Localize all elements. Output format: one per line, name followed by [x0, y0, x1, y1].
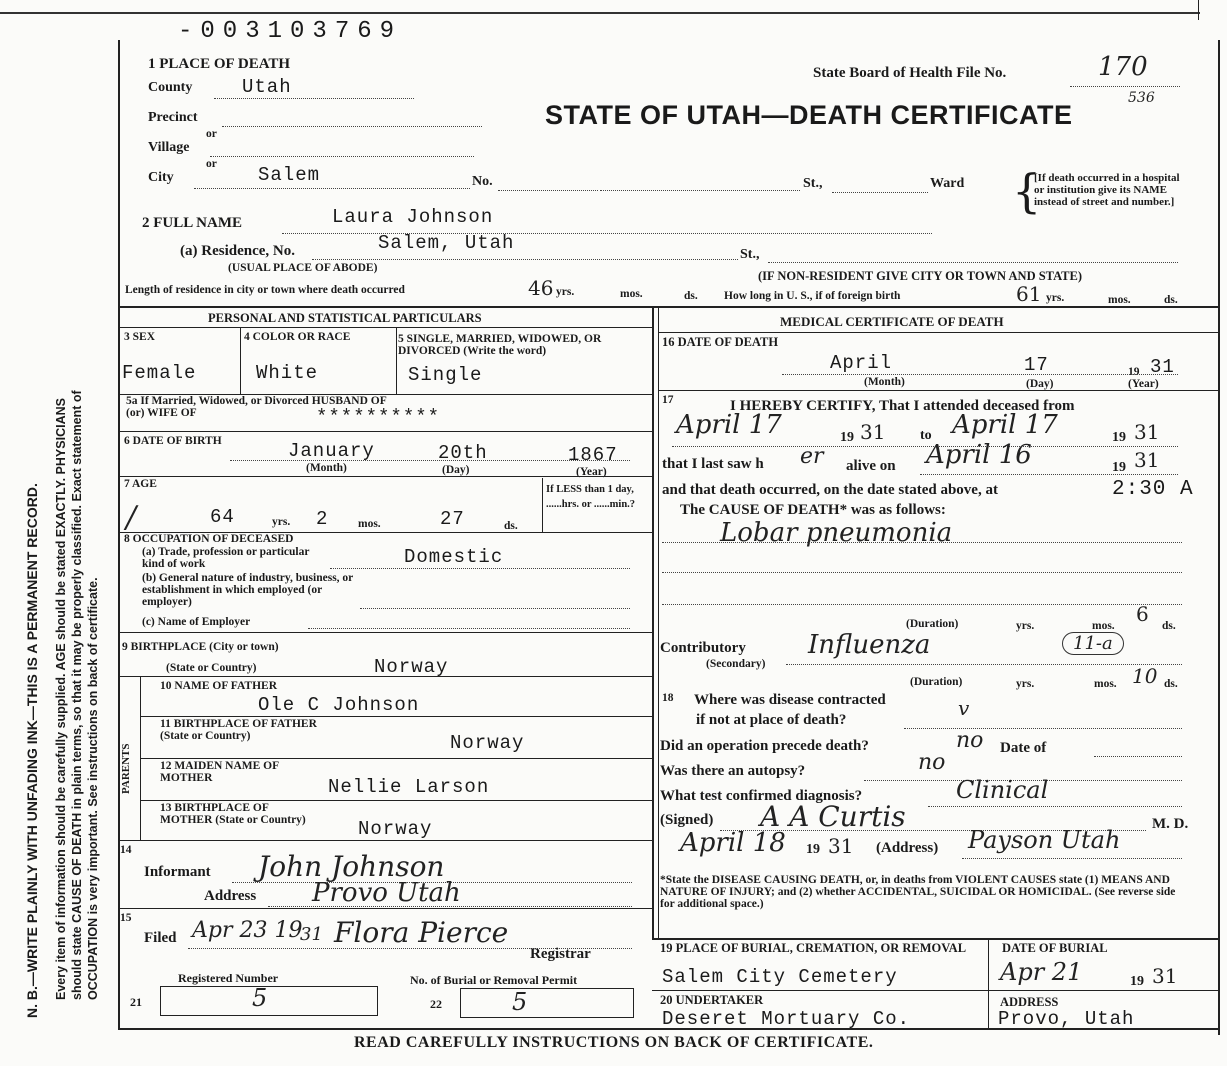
test-label: What test confirmed diagnosis? — [660, 788, 863, 804]
village-label: Village — [148, 140, 190, 155]
burial-top-rule — [652, 938, 1218, 940]
length-residence-label: Length of residence in city or town where death occurred — [125, 284, 405, 296]
form-left-border — [118, 40, 120, 1030]
registered-number-value: 5 — [252, 984, 268, 1012]
alive-on-line — [920, 474, 1178, 475]
nonresident-note: (IF NON-RESIDENT GIVE CITY OR TOWN AND STATE) — [758, 269, 1083, 283]
age-years: 64 — [210, 506, 235, 528]
where-contracted-label: Where was disease contracted — [694, 692, 886, 708]
color-label: 4 COLOR OR RACE — [244, 331, 351, 343]
filed-number: 15 — [120, 912, 132, 924]
burial-year-prefix: 19 — [1130, 974, 1144, 989]
contributory-value: Influenza — [808, 630, 931, 660]
burial-place-label: 19 PLACE OF BURIAL, CREMATION, OR REMOVAL — [660, 941, 967, 955]
page-edge — [1198, 0, 1199, 20]
or-label-1: or — [206, 128, 217, 140]
alive-on-year: 31 — [1134, 448, 1160, 472]
marital-value: Single — [408, 364, 483, 386]
alive-on-prefix: 19 — [1112, 460, 1126, 475]
city-line — [194, 188, 470, 189]
ward-label: Ward — [930, 176, 965, 191]
length-ds-label: ds. — [684, 290, 698, 302]
precinct-label: Precinct — [148, 110, 198, 125]
mother-name-value: Nellie Larson — [328, 776, 490, 798]
to-label: to — [920, 428, 932, 443]
side-note-line3: should state CAUSE OF DEATH in plain terms, so that it may be properly classified. Exact statement of — [70, 390, 84, 1000]
residence-st-label: St., — [740, 247, 760, 262]
age-yrs-label: yrs. — [272, 516, 291, 528]
death-date-label: 16 DATE OF DEATH — [662, 335, 779, 349]
undertaker-address-value: Provo, Utah — [998, 1008, 1135, 1030]
attended-from-prefix: 19 — [840, 430, 854, 445]
mother-birthplace-value: Norway — [358, 818, 433, 840]
burial-year: 31 — [1152, 964, 1178, 988]
full-name-value: Laura Johnson — [332, 206, 494, 228]
street-line — [600, 190, 800, 191]
sign-date-prefix: 19 — [806, 842, 820, 857]
burial-divider — [988, 938, 989, 1030]
us-residence-label: How long in U. S., if of foreign birth — [724, 290, 901, 302]
dob-month: January — [288, 440, 375, 462]
occupation-value: Domestic — [404, 546, 504, 568]
undertaker-label: 20 UNDERTAKER — [660, 993, 764, 1007]
operation-date-line — [1094, 756, 1182, 757]
cause-line-3 — [662, 604, 1182, 605]
contrib-duration-months: 10 — [1132, 664, 1158, 688]
mother-birthplace-label: 13 BIRTHPLACE OF MOTHER (State or Country) — [160, 802, 306, 826]
age-ds-label: ds. — [504, 520, 518, 532]
personal-heading-rule — [118, 327, 652, 328]
side-note-line4: OCCUPATION is very important. See instructions on back of certificate. — [86, 577, 100, 1000]
registered-number-box — [160, 986, 378, 1016]
burial-date-label: DATE OF BURIAL — [1002, 941, 1108, 955]
file-number: 170 — [1098, 52, 1148, 82]
residence-value: Salem, Utah — [378, 232, 515, 254]
parents-label: PARENTS — [120, 743, 132, 794]
precinct-line — [222, 126, 482, 127]
residence-label: (a) Residence, No. — [180, 243, 295, 259]
file-subnumber: 536 — [1128, 90, 1155, 106]
color-divider — [396, 327, 397, 394]
industry-line — [360, 608, 630, 609]
top-edge — [0, 12, 1200, 14]
rule-dob — [118, 476, 652, 477]
contrib-mos-label: mos. — [1094, 678, 1117, 690]
registrar-label: Registrar — [530, 946, 591, 962]
birthplace-state-label: (State or Country) — [166, 662, 257, 674]
attended-from: April 17 — [676, 410, 782, 440]
full-name-label: 2 FULL NAME — [142, 215, 243, 231]
attended-from-year: 31 — [860, 420, 886, 444]
cause-yrs-label: yrs. — [1016, 620, 1035, 632]
medical-heading-rule — [658, 332, 1218, 333]
where-contracted-label-2: if not at place of death? — [696, 712, 847, 728]
test-answer: Clinical — [956, 776, 1049, 804]
filed-year: 31 — [300, 924, 323, 945]
certify-text: I HEREBY CERTIFY, That I attended deceased from — [730, 398, 1075, 414]
last-saw-pronoun: er — [800, 444, 824, 469]
occupation-c-label: (c) Name of Employer — [142, 616, 251, 628]
cause-line-2 — [662, 572, 1182, 573]
operation-date-label: Date of — [1000, 740, 1047, 756]
registered-number-box-label: 21 — [130, 995, 142, 1009]
length-yrs-label: yrs. — [556, 286, 575, 298]
mother-name-label: 12 MAIDEN NAME OF MOTHER — [160, 760, 279, 784]
dob-year-caption: (Year) — [576, 466, 607, 478]
marital-label: 5 SINGLE, MARRIED, WIDOWED, OR DIVORCED (Write the word) — [398, 333, 602, 357]
birthplace-value: Norway — [374, 656, 449, 678]
section-divider — [118, 306, 1218, 308]
length-residence-years: 46 — [528, 276, 554, 300]
where-number: 18 — [662, 692, 674, 704]
rule-death-date — [658, 390, 1218, 391]
registrar-signature: Flora Pierce — [334, 916, 509, 949]
dob-month-caption: (Month) — [306, 462, 347, 474]
sign-year: 31 — [828, 834, 854, 858]
burial-permit-value: 5 — [512, 988, 528, 1016]
abode-note: (USUAL PLACE OF ABODE) — [228, 262, 378, 274]
cause-mos-label: mos. — [1092, 620, 1115, 632]
father-birthplace-label: 11 BIRTHPLACE OF FATHER (State or Country) — [160, 718, 317, 742]
city-label: City — [148, 170, 174, 185]
father-name-value: Ole C Johnson — [258, 694, 420, 716]
spouse-label: 5a If Married, Widowed, or Divorced HUSBAND OF (or) WIFE OF — [126, 395, 387, 419]
burial-permit-box-label: 22 — [430, 997, 442, 1011]
filed-date: Apr 23 19 — [192, 918, 303, 943]
occupation-line — [330, 568, 630, 569]
footer-instructions: READ CAREFULLY INSTRUCTIONS ON BACK OF CERTIFICATE. — [354, 1034, 874, 1051]
autopsy-answer: no — [918, 750, 946, 775]
rule-informant — [118, 908, 652, 909]
form-right-border — [1218, 40, 1220, 1035]
rule-occupation — [118, 632, 652, 633]
md-label: M. D. — [1152, 816, 1189, 832]
rule-father-bp — [140, 758, 652, 759]
autopsy-label: Was there an autopsy? — [660, 763, 806, 779]
rule-mother — [140, 800, 652, 801]
ward-line — [832, 192, 928, 193]
secondary-label: (Secondary) — [706, 658, 766, 670]
cause-duration-label: (Duration) — [906, 618, 959, 630]
age-mark: / — [126, 500, 137, 535]
attended-to: April 17 — [952, 410, 1058, 440]
certificate-title: STATE OF UTAH—DEATH CERTIFICATE — [545, 100, 1073, 130]
undertaker-address-label: ADDRESS — [1000, 995, 1059, 1009]
operation-answer: no — [956, 728, 984, 753]
hospital-brace: { — [1012, 164, 1042, 218]
us-residence-years: 61 — [1016, 282, 1042, 306]
contrib-ds-label: ds. — [1164, 678, 1178, 690]
side-note-line1: N. B.—WRITE PLAINLY WITH UNFADING INK—THIS IS A PERMANENT RECORD. — [24, 483, 40, 1018]
file-number-line — [1070, 86, 1180, 87]
birthplace-label: 9 BIRTHPLACE (City or town) — [122, 641, 279, 653]
village-line — [210, 156, 474, 157]
spouse-value: ********** — [316, 406, 441, 428]
physician-address-label: (Address) — [876, 840, 939, 856]
color-value: White — [256, 362, 319, 384]
alive-on-label: alive on — [846, 458, 896, 474]
dob-day-caption: (Day) — [442, 464, 470, 476]
attended-to-prefix: 19 — [1112, 430, 1126, 445]
column-divider-inner — [658, 306, 659, 940]
sign-date: April 18 — [680, 828, 786, 858]
contributory-code: 11-a — [1062, 632, 1124, 655]
father-name-label: 10 NAME OF FATHER — [160, 680, 278, 692]
county-value: Utah — [242, 76, 292, 98]
us-mos-label: mos. — [1108, 294, 1131, 306]
test-line — [928, 806, 1182, 807]
undertaker-value: Deseret Mortuary Co. — [662, 1008, 911, 1030]
informant-signature: John Johnson — [258, 850, 445, 883]
burial-permit-label: No. of Burial or Removal Permit — [410, 973, 578, 987]
serial-number: -003103769 — [178, 18, 403, 45]
residence-st-line — [768, 262, 1178, 263]
hospital-note: [If death occurred in a hospital or institution give its NAME instead of street and number.] — [1034, 172, 1180, 208]
death-year-prefix: 19 — [1128, 366, 1140, 378]
city-value: Salem — [258, 164, 321, 186]
informant-address-label: Address — [204, 888, 257, 904]
physician-signature: A A Curtis — [760, 800, 906, 833]
personal-heading: PERSONAL AND STATISTICAL PARTICULARS — [208, 311, 482, 325]
employer-line — [308, 628, 630, 629]
attended-line — [672, 446, 1178, 447]
us-yrs-label: yrs. — [1046, 292, 1065, 304]
alive-on-date: April 16 — [926, 440, 1032, 470]
sex-label: 3 SEX — [124, 331, 155, 343]
side-note-line2: Every item of information should be carefully supplied. AGE should be stated EXACTLY. PHYSICIANS — [54, 398, 68, 1000]
cause-footnote: *State the DISEASE CAUSING DEATH, or, in deaths from VIOLENT CAUSES state (1) MEANS AND NATURE OF INJURY; and (2) whether ACCIDENTAL, SUICIDAL OR HOMICIDAL. (See reverse side for additional space.) — [660, 874, 1176, 910]
filed-label: Filed — [144, 930, 177, 946]
cause-duration-days: 6 — [1136, 602, 1149, 626]
length-mos-label: mos. — [620, 288, 643, 300]
death-year: 31 — [1150, 356, 1175, 378]
occupation-b-label: (b) General nature of industry, business, or establishment in which employed (or employer) — [142, 572, 354, 608]
cause-ds-label: ds. — [1162, 620, 1176, 632]
where-answer: v — [958, 696, 970, 720]
death-time: 2:30 A — [1112, 478, 1194, 501]
where-line — [904, 728, 1182, 729]
age-label: 7 AGE — [124, 478, 157, 490]
informant-address: Provo Utah — [312, 878, 461, 908]
cause-value: Lobar pneumonia — [720, 518, 953, 548]
sex-divider — [240, 327, 241, 394]
death-month: April — [830, 352, 893, 374]
age-mos-label: mos. — [358, 518, 381, 530]
place-of-death-heading: 1 PLACE OF DEATH — [148, 56, 291, 72]
us-ds-label: ds. — [1164, 294, 1178, 306]
physician-address: Payson Utah — [968, 826, 1121, 854]
informant-number: 14 — [120, 844, 132, 856]
age-divider — [542, 478, 543, 532]
no-label: No. — [472, 174, 493, 189]
rule-father — [140, 716, 652, 717]
county-line — [214, 98, 414, 99]
contrib-yrs-label: yrs. — [1016, 678, 1035, 690]
age-days: 27 — [440, 508, 465, 530]
less-than-day-label: If LESS than 1 day, ......hrs. or ......min.? — [546, 484, 636, 510]
county-label: County — [148, 80, 193, 95]
contributory-line — [786, 664, 1182, 665]
burial-date-value: Apr 21 — [1000, 958, 1083, 986]
contributory-label: Contributory — [660, 640, 746, 656]
cause-label: The CAUSE OF DEATH* was as follows: — [680, 502, 946, 518]
sex-value: Female — [122, 362, 197, 384]
contrib-duration-label: (Duration) — [910, 676, 963, 688]
rule-mother-bp — [118, 840, 652, 841]
no-line — [498, 190, 598, 191]
column-divider — [652, 306, 654, 940]
or-label-2: or — [206, 158, 217, 170]
last-saw-label: that I last saw h — [662, 456, 764, 472]
occupation-a-label: (a) Trade, profession or particular kind of work — [142, 546, 310, 570]
rule-spouse — [118, 431, 652, 432]
medical-heading: MEDICAL CERTIFICATE OF DEATH — [780, 314, 1004, 329]
death-year-caption: (Year) — [1128, 378, 1159, 390]
age-months: 2 — [316, 508, 329, 530]
street-label: St., — [803, 176, 823, 191]
attended-to-year: 31 — [1134, 420, 1160, 444]
signed-label: (Signed) — [660, 812, 714, 828]
death-day-caption: (Day) — [1026, 378, 1054, 390]
certify-number: 17 — [662, 394, 674, 406]
death-date-line — [782, 374, 1178, 375]
dob-year: 1867 — [568, 444, 618, 466]
dob-day: 20th — [438, 442, 488, 464]
death-occurred-label: and that death occurred, on the date stated above, at — [662, 482, 998, 498]
informant-label: Informant — [144, 864, 211, 880]
physician-address-line — [962, 858, 1182, 859]
burial-place-value: Salem City Cemetery — [662, 966, 898, 988]
death-month-caption: (Month) — [864, 376, 905, 388]
burial-permit-box — [460, 988, 634, 1018]
residence-line — [312, 259, 738, 260]
cause-line-1 — [662, 542, 1182, 543]
dob-label: 6 DATE OF BIRTH — [124, 435, 222, 447]
file-number-label: State Board of Health File No. — [813, 65, 1007, 81]
rule-birthplace — [118, 676, 652, 677]
father-birthplace-value: Norway — [450, 732, 525, 754]
death-day: 17 — [1024, 354, 1049, 376]
occupation-label: 8 OCCUPATION OF DECEASED — [124, 533, 294, 545]
operation-label: Did an operation precede death? — [660, 738, 869, 754]
undertaker-rule — [652, 990, 1218, 991]
registered-number-label: Registered Number — [178, 971, 279, 985]
